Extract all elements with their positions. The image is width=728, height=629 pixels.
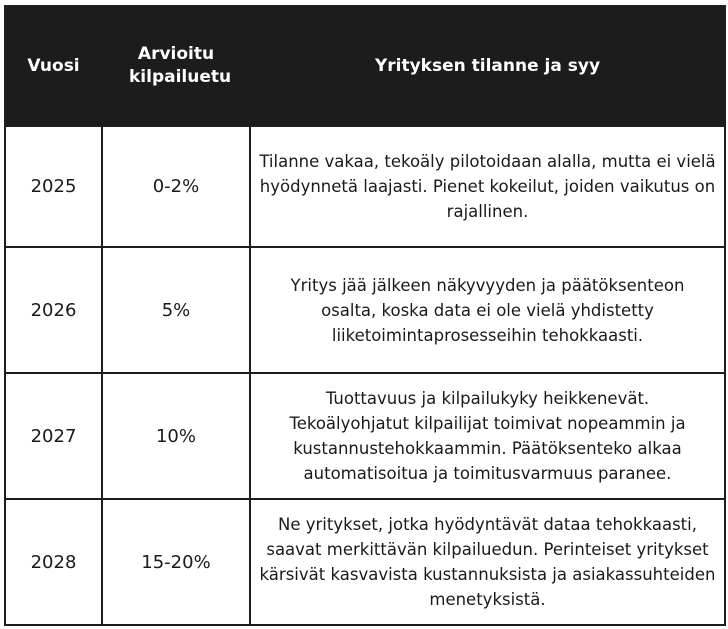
- advantage-cell: 5%: [102, 247, 250, 373]
- year-cell: 2025: [5, 126, 102, 247]
- year-cell: 2028: [5, 499, 102, 625]
- advantage-cell: 0-2%: [102, 126, 250, 247]
- situation-cell: Tilanne vakaa, tekoäly pilotoidaan alalla, mutta ei vielä hyödynnetä laajasti. Pienet kokeilut, joiden vaikutus on rajallinen.: [250, 126, 725, 247]
- situation-cell: Ne yritykset, jotka hyödyntävät dataa tehokkaasti, saavat merkittävän kilpailuedun. Perinteiset yritykset kärsivät kasvavista kustannuksista ja asiakassuhteiden menetyksistä.: [250, 499, 725, 625]
- header-situation: Yrityksen tilanne ja syy: [250, 6, 725, 126]
- advantage-cell: 10%: [102, 373, 250, 499]
- header-row: [5, 6, 725, 126]
- table-body: [5, 126, 725, 625]
- year-cell: 2027: [5, 373, 102, 499]
- header-year: Vuosi: [5, 6, 102, 126]
- situation-cell: [250, 247, 725, 373]
- table-row: [5, 499, 725, 625]
- table-row: [5, 247, 725, 373]
- header-advantage: [102, 6, 250, 126]
- competitive-advantage-table: [4, 5, 726, 626]
- year-cell: 2026: [5, 247, 102, 373]
- situation-text: Tuottavuus ja kilpailukyky heikkenevät. Tekoälyohjatut kilpailijat toimivat nopeammin ja kustannustehokkaammin. Päätöksenteko alkaa automatisoitua ja toimitusvarmuus paranee.: [289, 389, 686, 483]
- situation-text: Yritys jää jälkeen näkyvyyden ja päätöksenteon osalta, koska data ei ole vielä yhdistetty liiketoimintaprosesseihin tehokkaasti.: [290, 275, 685, 345]
- header-advantage-label: Arvioitu kilpailuetu: [129, 44, 232, 87]
- situation-cell: [250, 373, 725, 499]
- table-row: [5, 126, 725, 247]
- advantage-cell: 15-20%: [102, 499, 250, 625]
- table-header: [5, 6, 725, 126]
- table-row: [5, 373, 725, 499]
